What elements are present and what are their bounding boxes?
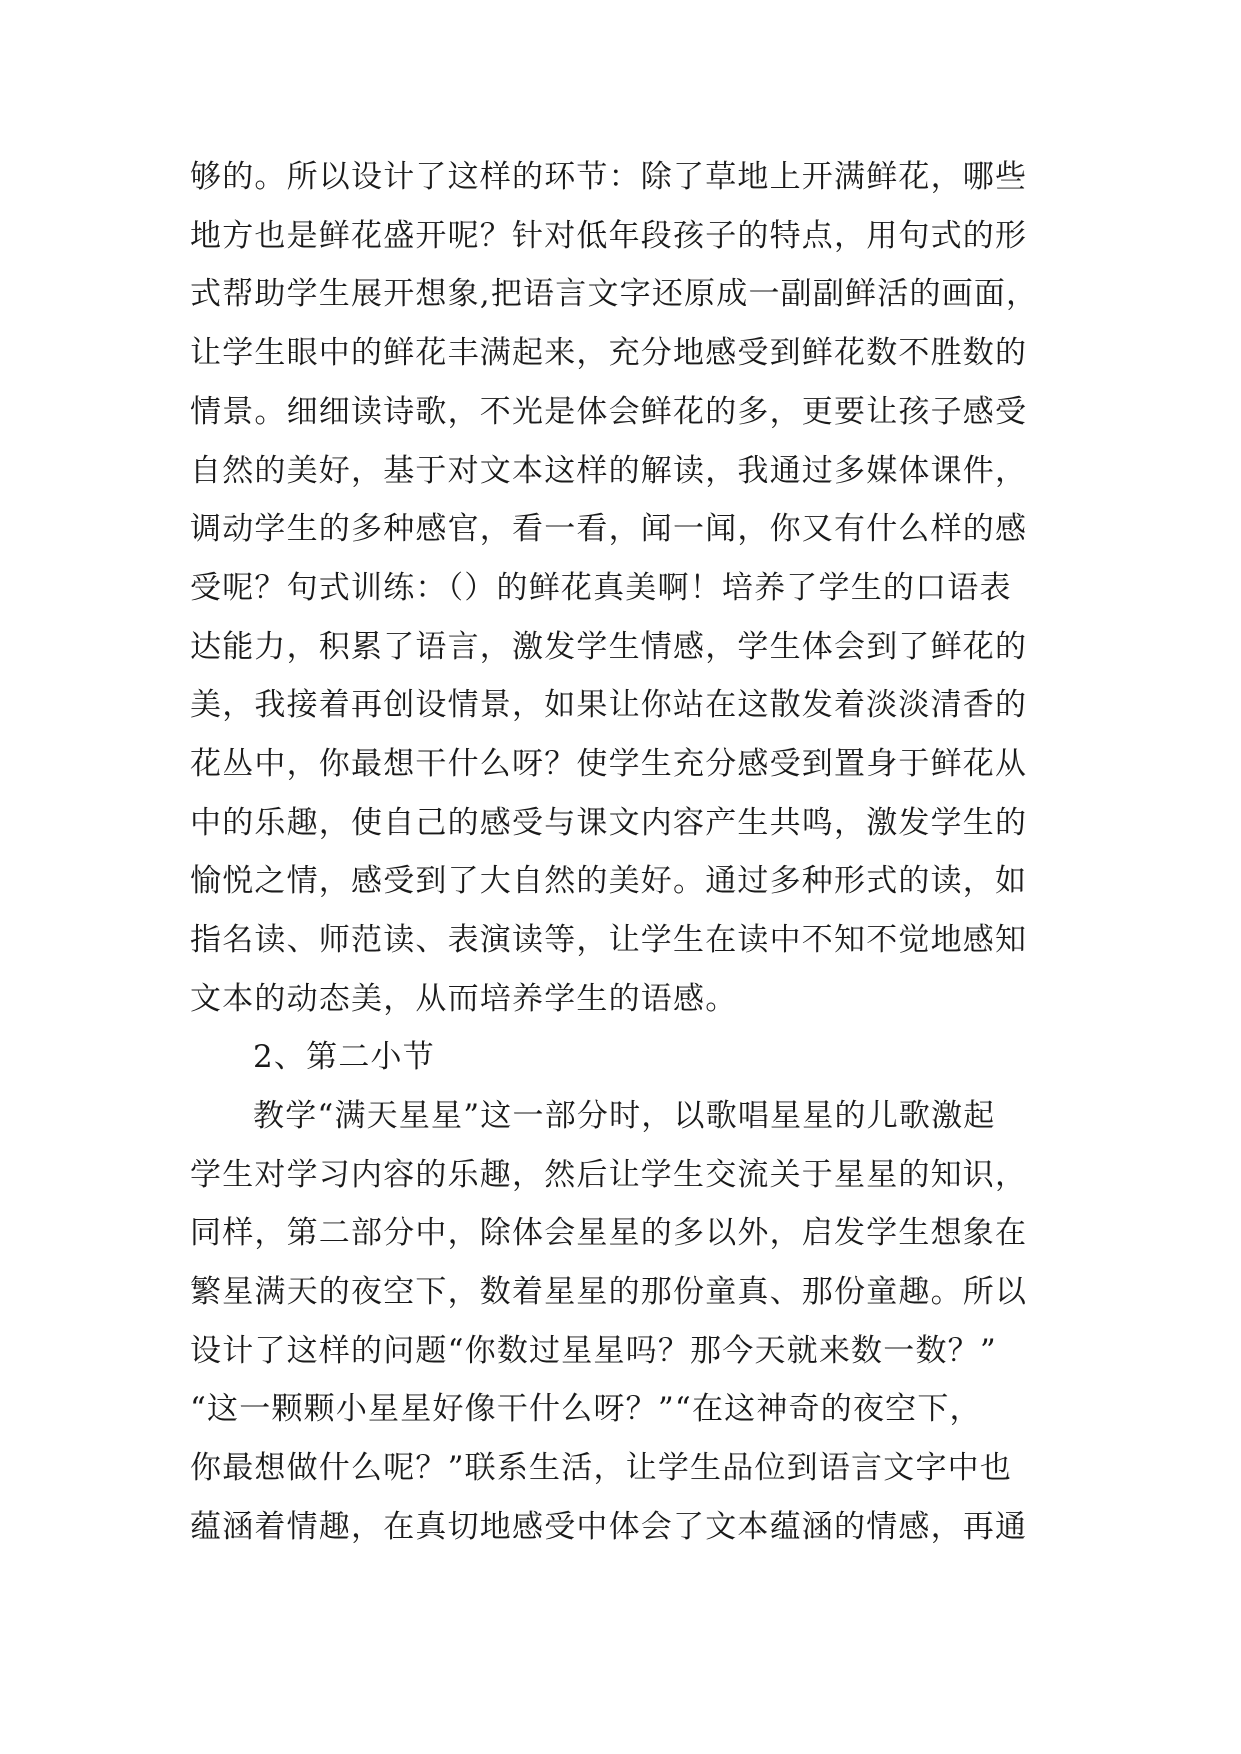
section-heading: 2、第二小节 — [253, 1039, 435, 1075]
text-line: 够的。所以设计了这样的环节：除了草地上开满鲜花，哪些 — [190, 159, 1028, 195]
text-line: 蕴涵着情趣，在真切地感受中体会了文本蕴涵的情感，再通 — [190, 1509, 1028, 1545]
text-line: 指名读、师范读、表演读等，让学生在读中不知不觉地感知 — [190, 922, 1028, 958]
text-line: 学生对学习内容的乐趣，然后让学生交流关于星星的知识， — [190, 1157, 1028, 1193]
text-line: 你最想做什么呢？”联系生活，让学生品位到语言文字中也 — [190, 1450, 1013, 1486]
text-line: 地方也是鲜花盛开呢？针对低年段孩子的特点，用句式的形 — [190, 218, 1028, 254]
text-line: 中的乐趣，使自己的感受与课文内容产生共鸣，激发学生的 — [190, 805, 1028, 841]
text-line: 同样，第二部分中，除体会星星的多以外，启发学生想象在 — [190, 1215, 1028, 1251]
text-line: 让学生眼中的鲜花丰满起来，充分地感受到鲜花数不胜数的 — [190, 335, 1028, 371]
text-line: “这一颗颗小星星好像干什么呀？”“在这神奇的夜空下， — [190, 1391, 982, 1427]
text-line: 愉悦之情，感受到了大自然的美好。通过多种形式的读，如 — [190, 863, 1028, 899]
text-line: 自然的美好，基于对文本这样的解读，我通过多媒体课件， — [190, 453, 1028, 489]
text-line: 情景。细细读诗歌，不光是体会鲜花的多，更要让孩子感受 — [190, 394, 1028, 430]
text-line: 花丛中，你最想干什么呀？使学生充分感受到置身于鲜花从 — [190, 746, 1028, 782]
text-line: 受呢？句式训练：（）的鲜花真美啊！培养了学生的口语表 — [190, 570, 1012, 606]
text-line: 设计了这样的问题“你数过星星吗？那今天就来数一数？” — [190, 1333, 997, 1369]
text-line: 调动学生的多种感官，看一看，闻一闻，你又有什么样的感 — [190, 511, 1028, 547]
text-line: 繁星满天的夜空下，数着星星的那份童真、那份童趣。所以 — [190, 1274, 1028, 1310]
text-line: 文本的动态美，从而培养学生的语感。 — [190, 981, 738, 1017]
text-line: 式帮助学生展开想象,把语言文字还原成一副副鲜活的画面， — [190, 276, 1039, 312]
text-line: 达能力，积累了语言，激发学生情感，学生体会到了鲜花的 — [190, 629, 1028, 665]
text-line: 美，我接着再创设情景，如果让你站在这散发着淡淡清香的 — [190, 687, 1028, 723]
text-line: 教学“满天星星”这一部分时，以歌唱星星的儿歌激起 — [253, 1098, 996, 1134]
